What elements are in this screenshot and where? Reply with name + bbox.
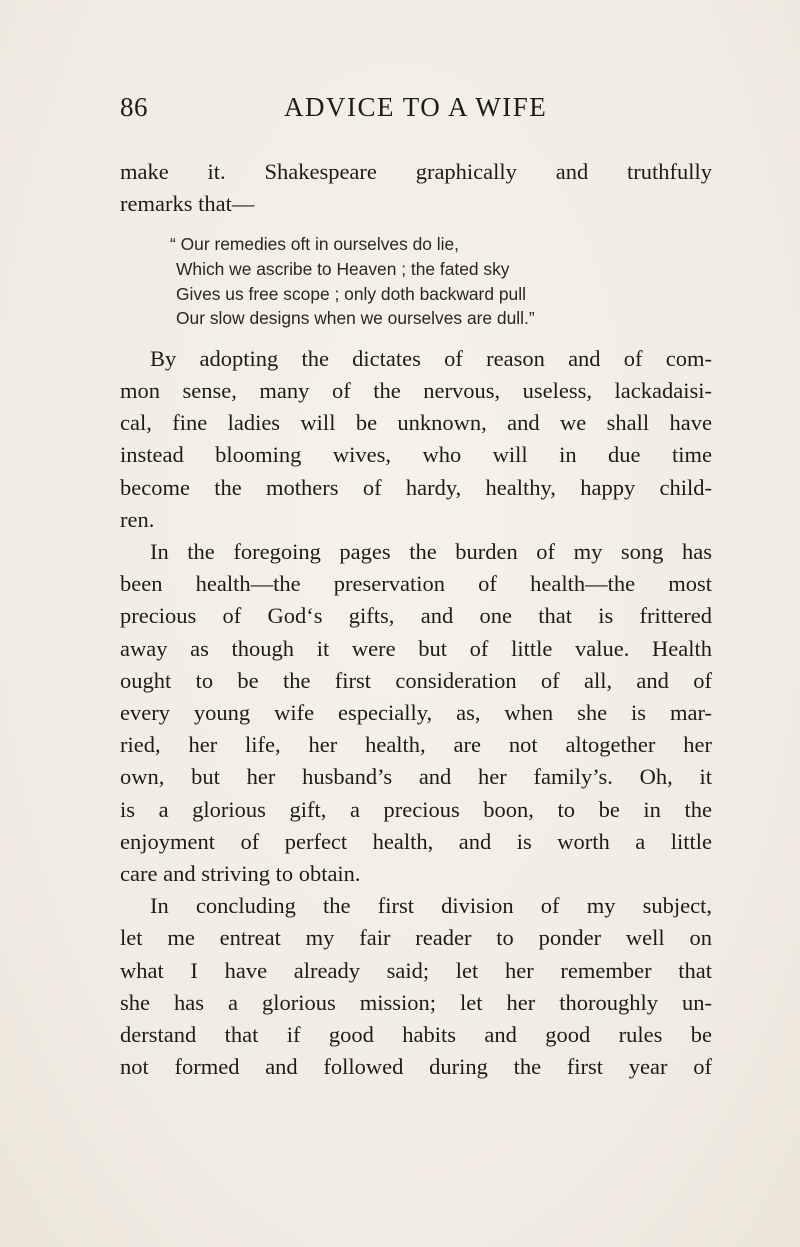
text-line: cal, fine ladies will be unknown, and we shall have xyxy=(120,410,712,436)
paragraph-1 xyxy=(120,343,712,536)
text-line: not formed and followed during the first year of xyxy=(120,1054,712,1080)
text-line: ried, her life, her health, are not altogether her xyxy=(120,732,712,758)
text-line: derstand that if good habits and good rules be xyxy=(120,1022,712,1048)
running-head: ADVICE TO A WIFE xyxy=(284,92,548,122)
text-line: enjoyment of perfect health, and is worth a little xyxy=(120,828,712,854)
verse-quotation xyxy=(120,232,712,330)
text-line: is a glorious gift, a precious boon, to be in the xyxy=(120,796,712,822)
verse-line: Which we ascribe to Heaven ; the fated sky xyxy=(176,259,510,279)
text-line: In concluding the first division of my subject, xyxy=(150,893,712,919)
paragraph-0 xyxy=(120,156,712,220)
text-line: been health—the preservation of health—the most xyxy=(120,571,712,597)
page-header xyxy=(120,92,710,132)
text-line: what I have already said; let her remember that xyxy=(120,957,712,983)
paragraph-2 xyxy=(120,536,712,890)
paragraph-3 xyxy=(120,890,712,1083)
verse-line: “ Our remedies oft in ourselves do lie, xyxy=(170,234,460,255)
text-line: care and striving to obtain. xyxy=(120,861,361,887)
text-line: let me entreat my fair reader to ponder well on xyxy=(120,925,712,951)
text-line: mon sense, many of the nervous, useless, lackadaisi- xyxy=(120,377,712,403)
text-line: away as though it were but of little value. Health xyxy=(120,635,712,661)
text-line: instead blooming wives, who will in due time xyxy=(120,442,712,468)
text-line: every young wife especially, as, when she is mar- xyxy=(120,700,712,726)
text-line: own, but her husband’s and her family’s. Oh, it xyxy=(120,764,712,790)
text-line: remarks that— xyxy=(120,191,255,217)
text-line: ought to be the first consideration of all, and of xyxy=(120,667,712,693)
text-line: ren. xyxy=(120,506,155,532)
text-line: By adopting the dictates of reason and of com- xyxy=(150,345,712,371)
verse-line: Our slow designs when we ourselves are dull.” xyxy=(176,308,535,329)
verse-line: Gives us free scope ; only doth backward pull xyxy=(176,283,526,304)
page-number: 86 xyxy=(120,92,148,122)
text-line: she has a glorious mission; let her thoroughly un- xyxy=(120,989,712,1015)
body-text xyxy=(120,156,712,1083)
text-line: become the mothers of hardy, healthy, happy child- xyxy=(120,474,712,500)
text-line: make it. Shakespeare graphically and truthfully xyxy=(120,159,712,184)
text-line: precious of God‘s gifts, and one that is frittered xyxy=(120,603,712,629)
text-line: In the foregoing pages the burden of my song has xyxy=(150,539,712,564)
